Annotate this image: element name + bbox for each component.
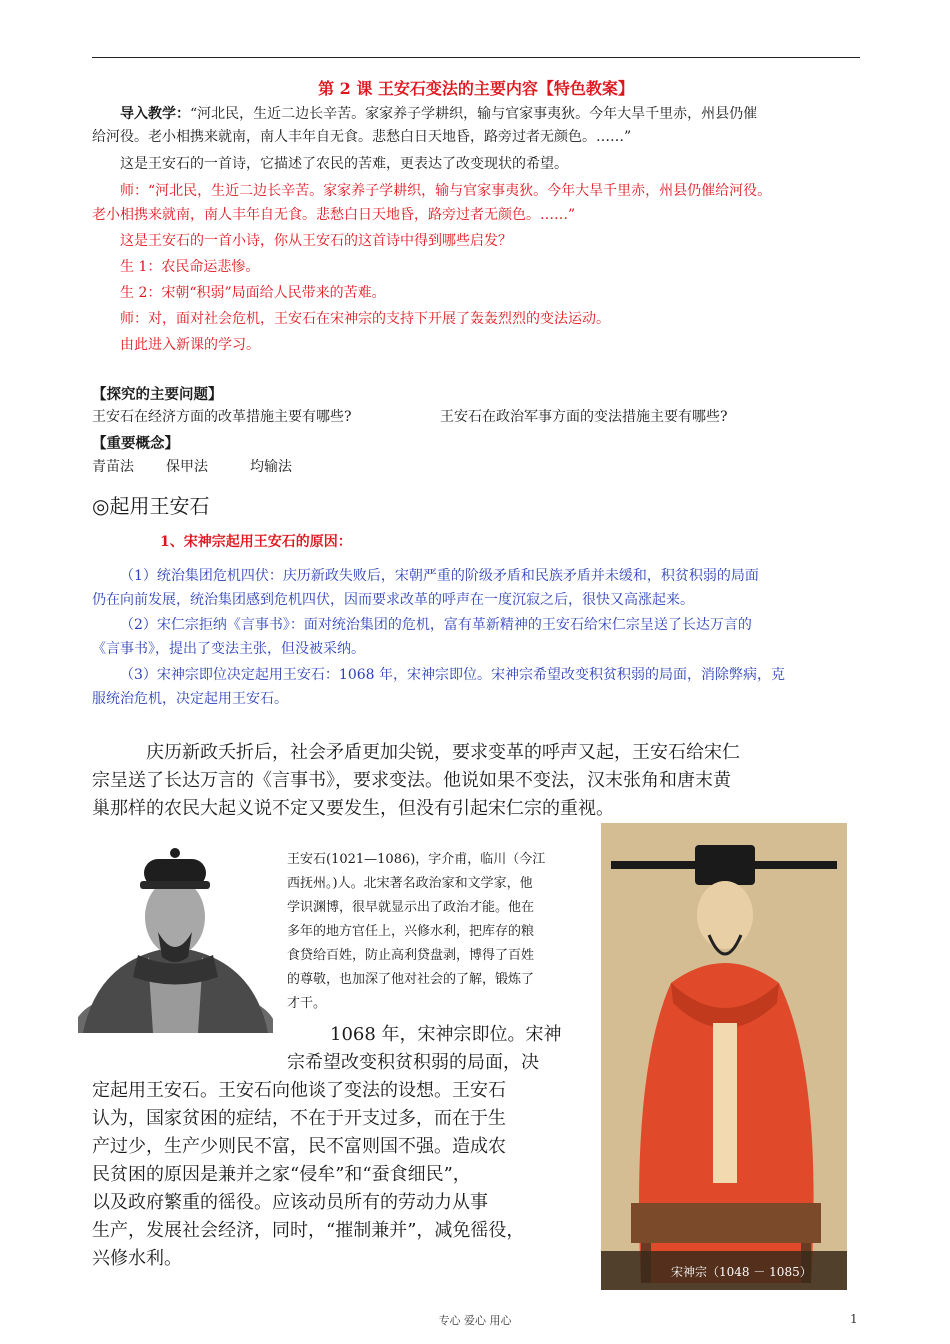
song-shenzong-portrait — [601, 823, 847, 1290]
intro-poem-line2: 给河役。老小相携来就南，南人丰年自无食。悲愁白日天地昏，路旁过者无颜色。……” — [92, 129, 632, 145]
teacher-response: 师：对，面对社会危机，王安石在宋神宗的支持下开展了轰轰烈烈的变法运动。 — [120, 311, 610, 327]
section-heading: ◎起用王安石 — [92, 494, 210, 518]
concept-item: 青苗法 — [92, 459, 134, 475]
narrative-p2-line2: 宗希望改变积贫积弱的局面，决 — [287, 1052, 539, 1073]
narrative-line2: 宗呈送了长达万言的《言事书》，要求变法。他说如果不变法，汉末张角和唐末黄 — [92, 770, 731, 791]
reason-1-line1: （1）统治集团危机四伏：庆历新政失败后，宋朝严重的阶级矛盾和民族矛盾并未缓和，积贫积弱的局面 — [120, 568, 759, 584]
reason-3-line2: 服统治危机，决定起用王安石。 — [92, 691, 288, 707]
student-answer-1: 生 1：农民命运悲惨。 — [120, 259, 260, 275]
page-title: 第 2 课 王安石变法的主要内容【特色教案】 — [318, 79, 634, 98]
header-rule — [92, 57, 860, 58]
concept-item: 保甲法 — [166, 459, 208, 475]
explore-question-1: 王安石在经济方面的改革措施主要有哪些? — [92, 409, 352, 425]
reason-2-line1: （2）宋仁宗拒纳《言事书》：面对统治集团的危机，富有革新精神的王安石给宋仁宗呈送了长达万言的 — [120, 617, 752, 633]
concepts-heading: 【重要概念】 — [92, 435, 179, 452]
narrative-line1: 庆历新政夭折后，社会矛盾更加尖锐，要求变革的呼声又起，王安石给宋仁 — [146, 742, 740, 763]
teacher-line2: 老小相携来就南，南人丰年自无食。悲愁白日天地昏，路旁过者无颜色。……” — [92, 207, 576, 223]
intro-note: 这是王安石的一首诗，它描述了农民的苦难，更表达了改变现状的希望。 — [120, 156, 568, 172]
narrative-p2-line8: 生产，发展社会经济，同时，“摧制兼并”，减免徭役， — [92, 1220, 525, 1241]
reason-2-line2: 《言事书》，提出了变法主张，但没被采纳。 — [92, 641, 365, 657]
narrative-p2-line6: 民贫困的原因是兼并之家“侵牟”和“蚕食细民”， — [92, 1164, 471, 1185]
wang-anshi-bio: 王安石(1021—1086)，字介甫，临川（今江 西抚州。)人。北宋著名政治家和文学家，他 学识渊博，很早就显示出了政治才能。他在 多年的地方官任上，兴修水利，把库存的粮 食贷给百姓，防止高利贷盘剥，博得了百姓 的尊敬，也加深了他对社会的了解，锻炼了 才干。 — [287, 852, 546, 1011]
reason-1-line2: 仍在向前发展，统治集团感到危机四伏，因而要求改革的呼声在一度沉寂之后，很快又高涨起来。 — [92, 592, 694, 608]
narrative-p2-line1: 1068 年，宋神宗即位。宋神 — [330, 1024, 562, 1045]
teacher-question: 这是王安石的一首小诗，你从王安石的这首诗中得到哪些启发？ — [120, 233, 512, 249]
narrative-p2-line5: 产过少，生产少则民不富，民不富则国不强。造成农 — [92, 1136, 506, 1157]
page-number: 1 — [850, 1312, 858, 1326]
wang-anshi-portrait — [78, 837, 273, 1033]
song-shenzong-painting — [601, 823, 847, 1290]
narrative-p2-line9: 兴修水利。 — [92, 1248, 182, 1269]
student-answer-2: 生 2：宋朝“积弱”局面给人民带来的苦难。 — [120, 285, 386, 301]
explore-heading: 【探究的主要问题】 — [92, 386, 223, 403]
page-footer: 专心 爱心 用心 — [438, 1314, 512, 1327]
narrative-p2-line4: 认为，国家贫困的症结，不在于开支过多，而在于生 — [92, 1108, 506, 1129]
section-subheading: 1、宋神宗起用王安石的原因： — [160, 534, 352, 550]
intro-label: 导入教学： — [120, 106, 190, 122]
reason-3-line1: （3）宋神宗即位决定起用王安石：1068 年，宋神宗即位。宋神宗希望改变积贫积弱的局面，消除弊病，克 — [120, 667, 785, 683]
transition-line: 由此进入新课的学习。 — [120, 337, 260, 353]
intro-poem-line1: 导入教学：“河北民，生近二边长辛苦。家家养子学耕织，输与官家事夷狄。今年大旱千里赤，州县仍催 — [120, 106, 758, 122]
teacher-line1: 师：“河北民，生近二边长辛苦。家家养子学耕织，输与官家事夷狄。今年大旱千里赤，州县仍催给河役。 — [120, 183, 772, 199]
narrative-line3: 巢那样的农民大起义说不定又要发生，但没有引起宋仁宗的重视。 — [92, 798, 614, 819]
explore-question-2: 王安石在政治军事方面的变法措施主要有哪些? — [440, 409, 728, 425]
narrative-p2-line3: 定起用王安石。王安石向他谈了变法的设想。王安石 — [92, 1080, 506, 1101]
portrait-caption: 宋神宗（1048 － 1085） — [671, 1265, 812, 1279]
concept-item: 均输法 — [250, 459, 292, 475]
narrative-p2-line7: 以及政府繁重的徭役。应该动员所有的劳动力从事 — [92, 1192, 488, 1213]
